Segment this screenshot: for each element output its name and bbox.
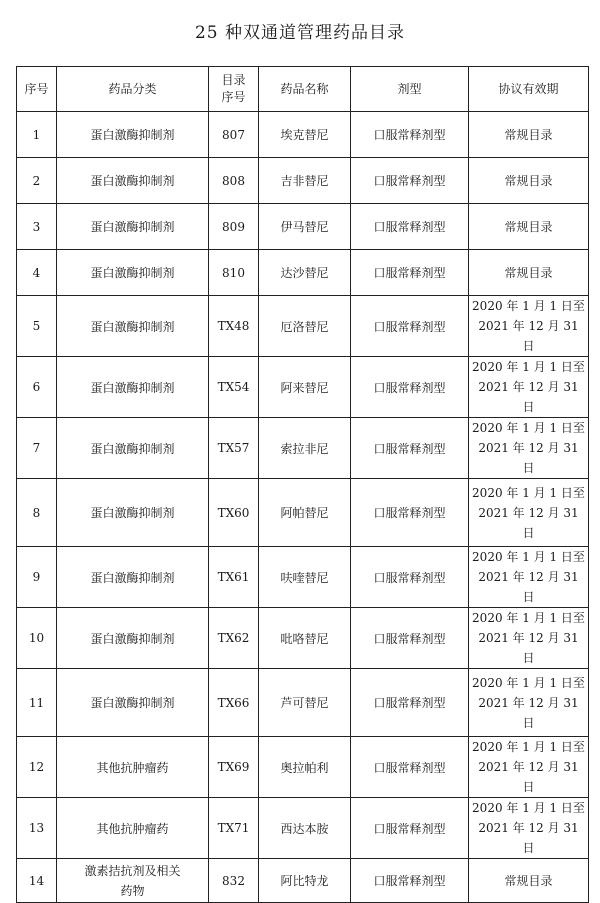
- document-title: 25 种双通道管理药品目录: [194, 23, 406, 43]
- cell-form: 口服常释剂型: [351, 357, 469, 418]
- cell-no: 14: [17, 859, 57, 903]
- cell-name: 呋喹替尼: [259, 547, 351, 608]
- cell-category: [57, 859, 209, 903]
- cell-no: 6: [17, 357, 57, 418]
- cell-category: 其他抗肿瘤药: [57, 798, 209, 859]
- validity-end: 2021 年 12 月 31 日: [478, 319, 579, 353]
- cell-no: 9: [17, 547, 57, 608]
- cell-name: 埃克替尼: [259, 112, 351, 158]
- cell-validity: [469, 418, 589, 479]
- cell-code: 808: [209, 158, 259, 204]
- header-code-line2: 序号: [221, 90, 246, 104]
- cell-form: 口服常释剂型: [351, 737, 469, 798]
- cell-no: 12: [17, 737, 57, 798]
- cell-category: 蛋白激酶抑制剂: [57, 296, 209, 357]
- cell-code: TX57: [209, 418, 259, 479]
- cell-validity: [469, 296, 589, 357]
- cell-code: TX61: [209, 547, 259, 608]
- cell-category: 蛋白激酶抑制剂: [57, 669, 209, 737]
- table-header-row: [17, 67, 589, 112]
- table-row: [17, 737, 589, 798]
- cell-name: 厄洛替尼: [259, 296, 351, 357]
- validity-start: 2020 年 1 月 1 日至: [472, 421, 585, 435]
- cell-category: 蛋白激酶抑制剂: [57, 608, 209, 669]
- table-row: [17, 158, 589, 204]
- cell-code: TX71: [209, 798, 259, 859]
- cell-no: 7: [17, 418, 57, 479]
- cell-validity: [469, 669, 589, 737]
- cell-form: 口服常释剂型: [351, 158, 469, 204]
- validity-end: 2021 年 12 月 31 日: [478, 380, 579, 414]
- validity-end: 2021 年 12 月 31 日: [478, 631, 579, 665]
- cell-validity: 常规目录: [469, 859, 589, 903]
- validity-end: 2021 年 12 月 31 日: [478, 570, 579, 604]
- validity-start: 2020 年 1 月 1 日至: [472, 485, 585, 500]
- table-row: [17, 296, 589, 357]
- cell-category: 蛋白激酶抑制剂: [57, 204, 209, 250]
- validity-start: 2020 年 1 月 1 日至: [472, 740, 585, 754]
- cell-validity: [469, 608, 589, 669]
- cell-category: 蛋白激酶抑制剂: [57, 250, 209, 296]
- header-validity: 协议有效期: [469, 67, 589, 112]
- cell-code: TX60: [209, 479, 259, 547]
- cell-validity: 常规目录: [469, 204, 589, 250]
- cell-code: TX66: [209, 669, 259, 737]
- cell-validity: 常规目录: [469, 112, 589, 158]
- cell-no: 4: [17, 250, 57, 296]
- cell-validity: [469, 798, 589, 859]
- table-row: [17, 798, 589, 859]
- cell-form: 口服常释剂型: [351, 798, 469, 859]
- cell-form: 口服常释剂型: [351, 547, 469, 608]
- cell-code: 810: [209, 250, 259, 296]
- table-row: [17, 859, 589, 903]
- table-row: [17, 357, 589, 418]
- table-row: [17, 608, 589, 669]
- cell-no: 10: [17, 608, 57, 669]
- drug-catalog-table: [16, 66, 589, 903]
- cell-form: 口服常释剂型: [351, 608, 469, 669]
- validity-start: 2020 年 1 月 1 日至: [472, 360, 585, 374]
- cell-name: 西达本胺: [259, 798, 351, 859]
- category-line2: 药物: [120, 883, 145, 898]
- cell-no: 2: [17, 158, 57, 204]
- header-code-line1: 目录: [221, 73, 246, 87]
- validity-start: 2020 年 1 月 1 日至: [472, 801, 585, 815]
- cell-category: 蛋白激酶抑制剂: [57, 112, 209, 158]
- cell-code: TX69: [209, 737, 259, 798]
- cell-category: 其他抗肿瘤药: [57, 737, 209, 798]
- cell-form: 口服常释剂型: [351, 296, 469, 357]
- cell-validity: [469, 479, 589, 547]
- cell-name: 阿比特龙: [259, 859, 351, 903]
- validity-end: 2021 年 12 月 31 日: [478, 505, 579, 540]
- cell-name: 索拉非尼: [259, 418, 351, 479]
- cell-code: TX48: [209, 296, 259, 357]
- cell-code: 809: [209, 204, 259, 250]
- table-row: [17, 418, 589, 479]
- cell-name: 伊马替尼: [259, 204, 351, 250]
- validity-start: 2020 年 1 月 1 日至: [472, 550, 585, 564]
- cell-code: 832: [209, 859, 259, 903]
- validity-start: 2020 年 1 月 1 日至: [472, 675, 585, 690]
- cell-validity: 常规目录: [469, 250, 589, 296]
- cell-code: TX62: [209, 608, 259, 669]
- cell-name: 吡咯替尼: [259, 608, 351, 669]
- cell-validity: [469, 737, 589, 798]
- table-row: [17, 479, 589, 547]
- cell-form: 口服常释剂型: [351, 669, 469, 737]
- cell-no: 11: [17, 669, 57, 737]
- cell-validity: 常规目录: [469, 158, 589, 204]
- validity-start: 2020 年 1 月 1 日至: [472, 299, 585, 313]
- cell-validity: [469, 357, 589, 418]
- cell-category: 蛋白激酶抑制剂: [57, 158, 209, 204]
- validity-end: 2021 年 12 月 31 日: [478, 441, 579, 475]
- cell-category: 蛋白激酶抑制剂: [57, 418, 209, 479]
- cell-name: 达沙替尼: [259, 250, 351, 296]
- cell-form: 口服常释剂型: [351, 479, 469, 547]
- cell-form: 口服常释剂型: [351, 859, 469, 903]
- validity-end: 2021 年 12 月 31 日: [478, 821, 579, 855]
- cell-name: 吉非替尼: [259, 158, 351, 204]
- cell-form: 口服常释剂型: [351, 204, 469, 250]
- table-row: [17, 112, 589, 158]
- validity-end: 2021 年 12 月 31 日: [478, 760, 579, 794]
- cell-form: 口服常释剂型: [351, 418, 469, 479]
- header-name: 药品名称: [259, 67, 351, 112]
- cell-category: 蛋白激酶抑制剂: [57, 357, 209, 418]
- validity-start: 2020 年 1 月 1 日至: [472, 611, 585, 625]
- cell-category: 蛋白激酶抑制剂: [57, 479, 209, 547]
- cell-name: 芦可替尼: [259, 669, 351, 737]
- cell-no: 5: [17, 296, 57, 357]
- cell-form: 口服常释剂型: [351, 112, 469, 158]
- cell-validity: [469, 547, 589, 608]
- header-code: [209, 67, 259, 112]
- header-category: 药品分类: [57, 67, 209, 112]
- cell-code: TX54: [209, 357, 259, 418]
- validity-end: 2021 年 12 月 31 日: [478, 695, 579, 730]
- header-form: 剂型: [351, 67, 469, 112]
- table-row: [17, 669, 589, 737]
- table-row: [17, 250, 589, 296]
- table-row: [17, 547, 589, 608]
- cell-no: 1: [17, 112, 57, 158]
- cell-code: 807: [209, 112, 259, 158]
- header-no: 序号: [17, 67, 57, 112]
- cell-no: 13: [17, 798, 57, 859]
- cell-name: 阿帕替尼: [259, 479, 351, 547]
- cell-name: 奥拉帕利: [259, 737, 351, 798]
- cell-category: 蛋白激酶抑制剂: [57, 547, 209, 608]
- cell-form: 口服常释剂型: [351, 250, 469, 296]
- cell-no: 8: [17, 479, 57, 547]
- cell-no: 3: [17, 204, 57, 250]
- table-row: [17, 204, 589, 250]
- cell-name: 阿来替尼: [259, 357, 351, 418]
- category-line1: 激素拮抗剂及相关: [84, 863, 181, 878]
